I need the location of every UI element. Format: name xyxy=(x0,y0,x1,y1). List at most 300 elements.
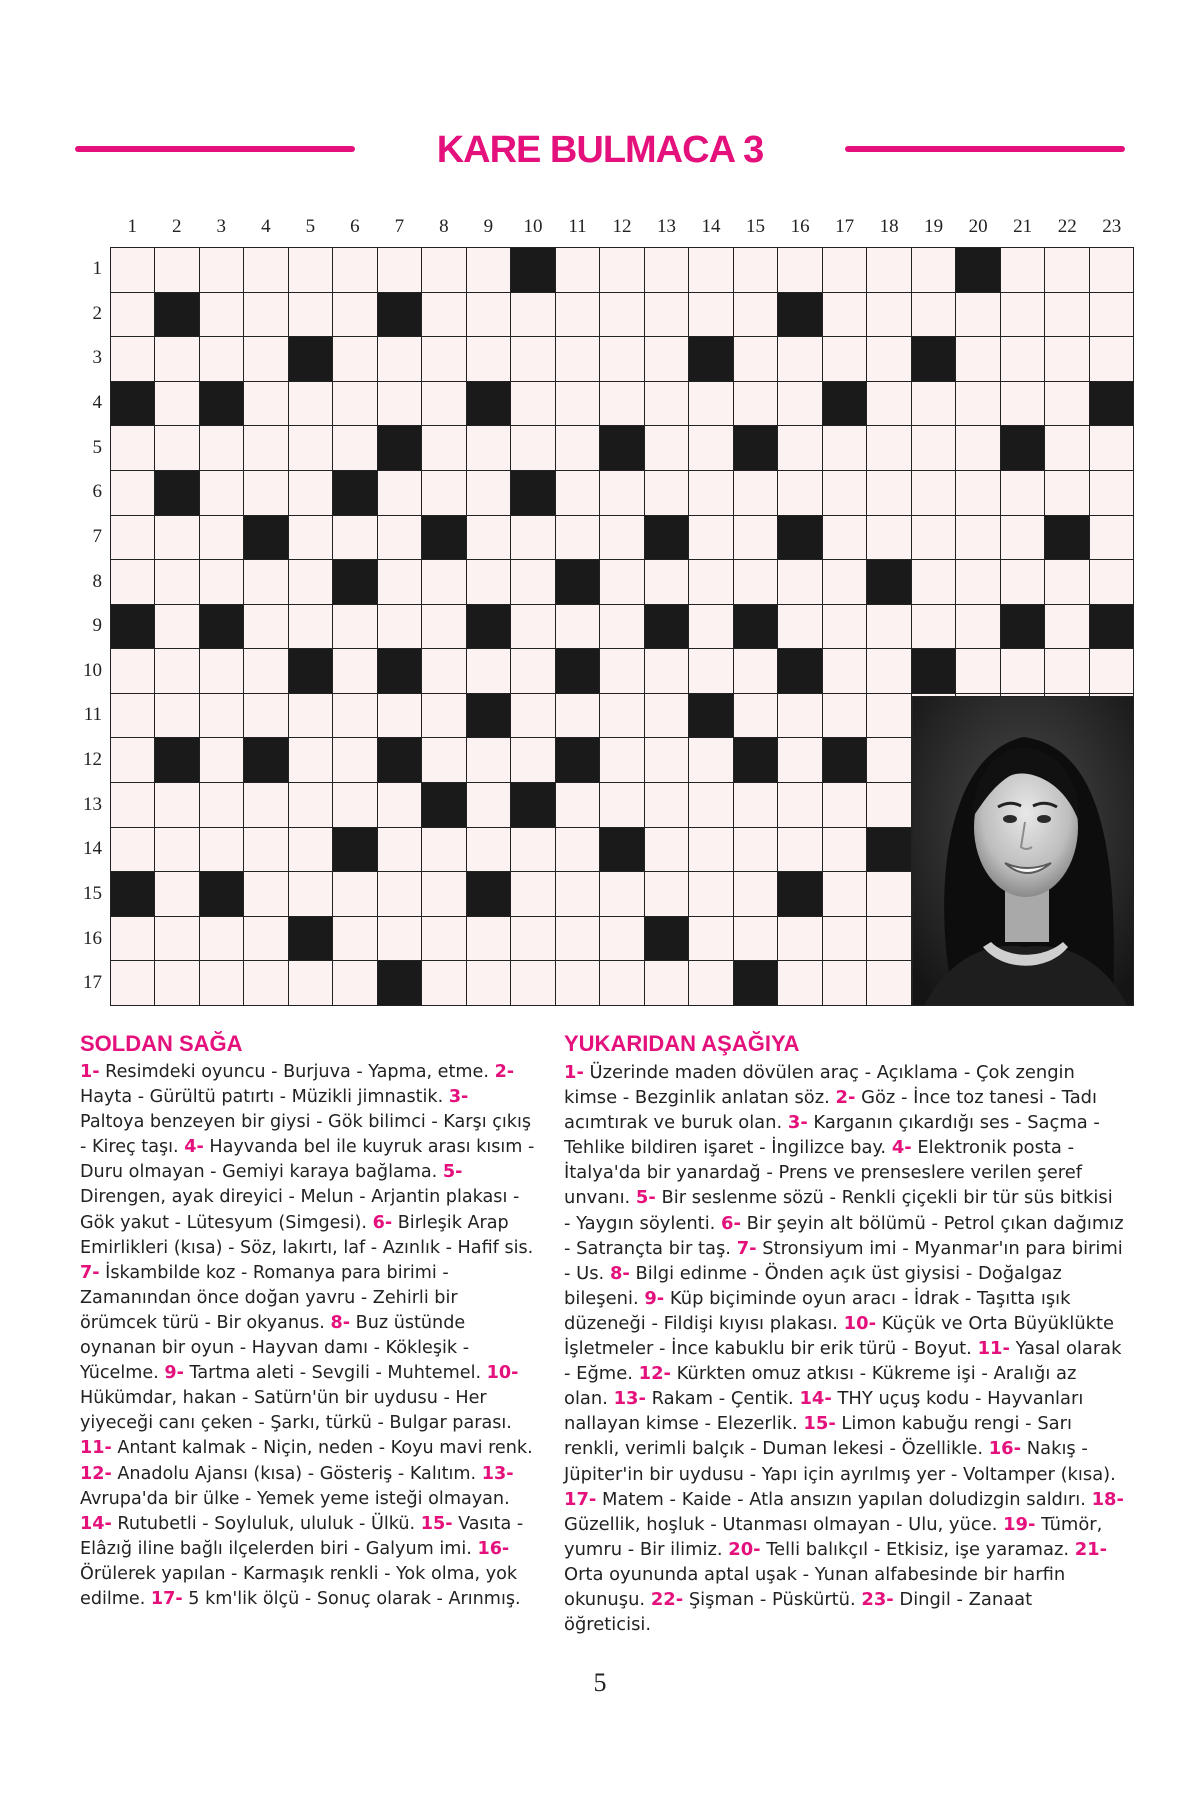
letter-cell[interactable] xyxy=(422,248,465,292)
letter-cell[interactable] xyxy=(823,248,866,292)
letter-cell[interactable] xyxy=(422,471,465,515)
letter-cell[interactable] xyxy=(244,560,287,604)
letter-cell[interactable] xyxy=(378,382,421,426)
letter-cell[interactable] xyxy=(600,649,643,693)
letter-cell[interactable] xyxy=(155,917,198,961)
letter-cell[interactable] xyxy=(734,382,777,426)
letter-cell[interactable] xyxy=(511,961,554,1005)
letter-cell[interactable] xyxy=(956,382,999,426)
letter-cell[interactable] xyxy=(511,560,554,604)
letter-cell[interactable] xyxy=(200,917,243,961)
letter-cell[interactable] xyxy=(155,872,198,916)
letter-cell[interactable] xyxy=(778,917,821,961)
letter-cell[interactable] xyxy=(1090,248,1133,292)
letter-cell[interactable] xyxy=(1045,382,1088,426)
black-cell xyxy=(289,337,332,381)
letter-cell[interactable] xyxy=(200,783,243,827)
letter-cell[interactable] xyxy=(689,293,732,337)
letter-cell[interactable] xyxy=(244,872,287,916)
letter-cell[interactable] xyxy=(778,471,821,515)
letter-cell[interactable] xyxy=(778,783,821,827)
letter-cell[interactable] xyxy=(645,828,688,872)
letter-cell[interactable] xyxy=(200,961,243,1005)
letter-cell[interactable] xyxy=(867,382,910,426)
letter-cell[interactable] xyxy=(422,917,465,961)
letter-cell[interactable] xyxy=(422,961,465,1005)
letter-cell[interactable] xyxy=(244,426,287,470)
letter-cell[interactable] xyxy=(1001,382,1044,426)
letter-cell[interactable] xyxy=(289,783,332,827)
letter-cell[interactable] xyxy=(556,694,599,738)
letter-cell[interactable] xyxy=(511,828,554,872)
letter-cell[interactable] xyxy=(600,738,643,782)
letter-cell[interactable] xyxy=(600,248,643,292)
letter-cell[interactable] xyxy=(155,426,198,470)
letter-cell[interactable] xyxy=(689,961,732,1005)
letter-cell[interactable] xyxy=(1090,426,1133,470)
letter-cell[interactable] xyxy=(600,560,643,604)
letter-cell[interactable] xyxy=(467,649,510,693)
letter-cell[interactable] xyxy=(645,649,688,693)
letter-cell[interactable] xyxy=(600,961,643,1005)
letter-cell[interactable] xyxy=(867,605,910,649)
letter-cell[interactable] xyxy=(333,293,376,337)
letter-cell[interactable] xyxy=(645,738,688,782)
letter-cell[interactable] xyxy=(823,516,866,560)
letter-cell[interactable] xyxy=(956,605,999,649)
letter-cell[interactable] xyxy=(600,917,643,961)
letter-cell[interactable] xyxy=(155,516,198,560)
letter-cell[interactable] xyxy=(155,560,198,604)
letter-cell[interactable] xyxy=(511,337,554,381)
letter-cell[interactable] xyxy=(1001,649,1044,693)
letter-cell[interactable] xyxy=(378,783,421,827)
letter-cell[interactable] xyxy=(867,248,910,292)
letter-cell[interactable] xyxy=(155,828,198,872)
letter-cell[interactable] xyxy=(689,828,732,872)
letter-cell[interactable] xyxy=(867,516,910,560)
letter-cell[interactable] xyxy=(556,917,599,961)
letter-cell[interactable] xyxy=(333,248,376,292)
letter-cell[interactable] xyxy=(467,426,510,470)
letter-cell[interactable] xyxy=(467,917,510,961)
letter-cell[interactable] xyxy=(778,382,821,426)
letter-cell[interactable] xyxy=(200,738,243,782)
letter-cell[interactable] xyxy=(867,961,910,1005)
letter-cell[interactable] xyxy=(378,337,421,381)
letter-cell[interactable] xyxy=(333,961,376,1005)
letter-cell[interactable] xyxy=(111,649,154,693)
black-cell xyxy=(333,560,376,604)
letter-cell[interactable] xyxy=(244,337,287,381)
letter-cell[interactable] xyxy=(778,694,821,738)
letter-cell[interactable] xyxy=(645,694,688,738)
letter-cell[interactable] xyxy=(689,382,732,426)
letter-cell[interactable] xyxy=(111,516,154,560)
letter-cell[interactable] xyxy=(600,605,643,649)
letter-cell[interactable] xyxy=(823,694,866,738)
letter-cell[interactable] xyxy=(422,426,465,470)
letter-cell[interactable] xyxy=(912,516,955,560)
letter-cell[interactable] xyxy=(244,961,287,1005)
letter-cell[interactable] xyxy=(333,783,376,827)
letter-cell[interactable] xyxy=(912,426,955,470)
letter-cell[interactable] xyxy=(200,649,243,693)
letter-cell[interactable] xyxy=(511,382,554,426)
letter-cell[interactable] xyxy=(378,248,421,292)
letter-cell[interactable] xyxy=(556,828,599,872)
letter-cell[interactable] xyxy=(645,426,688,470)
letter-cell[interactable] xyxy=(289,382,332,426)
letter-cell[interactable] xyxy=(200,828,243,872)
letter-cell[interactable] xyxy=(600,293,643,337)
letter-cell[interactable] xyxy=(333,872,376,916)
letter-cell[interactable] xyxy=(689,917,732,961)
letter-cell[interactable] xyxy=(956,649,999,693)
letter-cell[interactable] xyxy=(111,337,154,381)
letter-cell[interactable] xyxy=(689,471,732,515)
letter-cell[interactable] xyxy=(689,248,732,292)
letter-cell[interactable] xyxy=(511,293,554,337)
letter-cell[interactable] xyxy=(734,917,777,961)
letter-cell[interactable] xyxy=(333,917,376,961)
letter-cell[interactable] xyxy=(556,605,599,649)
letter-cell[interactable] xyxy=(556,293,599,337)
letter-cell[interactable] xyxy=(778,828,821,872)
letter-cell[interactable] xyxy=(956,471,999,515)
letter-cell[interactable] xyxy=(511,426,554,470)
letter-cell[interactable] xyxy=(1001,471,1044,515)
letter-cell[interactable] xyxy=(1090,337,1133,381)
letter-cell[interactable] xyxy=(111,471,154,515)
letter-cell[interactable] xyxy=(734,694,777,738)
letter-cell[interactable] xyxy=(1045,560,1088,604)
letter-cell[interactable] xyxy=(778,337,821,381)
letter-cell[interactable] xyxy=(155,382,198,426)
letter-cell[interactable] xyxy=(155,248,198,292)
letter-cell[interactable] xyxy=(378,917,421,961)
letter-cell[interactable] xyxy=(289,605,332,649)
letter-cell[interactable] xyxy=(333,649,376,693)
letter-cell[interactable] xyxy=(333,694,376,738)
letter-cell[interactable] xyxy=(244,694,287,738)
letter-cell[interactable] xyxy=(867,649,910,693)
letter-cell[interactable] xyxy=(111,828,154,872)
letter-cell[interactable] xyxy=(823,471,866,515)
letter-cell[interactable] xyxy=(1001,293,1044,337)
letter-cell[interactable] xyxy=(867,783,910,827)
letter-cell[interactable] xyxy=(556,516,599,560)
letter-cell[interactable] xyxy=(556,337,599,381)
letter-cell[interactable] xyxy=(155,605,198,649)
letter-cell[interactable] xyxy=(689,649,732,693)
letter-cell[interactable] xyxy=(289,828,332,872)
letter-cell[interactable] xyxy=(467,828,510,872)
letter-cell[interactable] xyxy=(823,605,866,649)
letter-cell[interactable] xyxy=(511,605,554,649)
letter-cell[interactable] xyxy=(289,426,332,470)
letter-cell[interactable] xyxy=(511,738,554,782)
letter-cell[interactable] xyxy=(467,337,510,381)
letter-cell[interactable] xyxy=(244,917,287,961)
letter-cell[interactable] xyxy=(422,694,465,738)
letter-cell[interactable] xyxy=(912,248,955,292)
letter-cell[interactable] xyxy=(422,337,465,381)
letter-cell[interactable] xyxy=(956,293,999,337)
letter-cell[interactable] xyxy=(511,516,554,560)
letter-cell[interactable] xyxy=(333,516,376,560)
letter-cell[interactable] xyxy=(734,783,777,827)
letter-cell[interactable] xyxy=(155,649,198,693)
letter-cell[interactable] xyxy=(333,738,376,782)
letter-cell[interactable] xyxy=(867,471,910,515)
letter-cell[interactable] xyxy=(378,605,421,649)
letter-cell[interactable] xyxy=(1001,337,1044,381)
letter-cell[interactable] xyxy=(823,337,866,381)
letter-cell[interactable] xyxy=(467,293,510,337)
letter-cell[interactable] xyxy=(778,248,821,292)
letter-cell[interactable] xyxy=(1001,248,1044,292)
letter-cell[interactable] xyxy=(867,917,910,961)
letter-cell[interactable] xyxy=(200,293,243,337)
letter-cell[interactable] xyxy=(200,426,243,470)
letter-cell[interactable] xyxy=(912,293,955,337)
letter-cell[interactable] xyxy=(378,560,421,604)
letter-cell[interactable] xyxy=(689,605,732,649)
letter-cell[interactable] xyxy=(556,471,599,515)
letter-cell[interactable] xyxy=(289,738,332,782)
row-number: 11 xyxy=(83,704,102,726)
letter-cell[interactable] xyxy=(645,337,688,381)
letter-cell[interactable] xyxy=(556,248,599,292)
letter-cell[interactable] xyxy=(556,382,599,426)
letter-cell[interactable] xyxy=(511,917,554,961)
letter-cell[interactable] xyxy=(378,872,421,916)
letter-cell[interactable] xyxy=(912,605,955,649)
letter-cell[interactable] xyxy=(645,961,688,1005)
letter-cell[interactable] xyxy=(200,337,243,381)
letter-cell[interactable] xyxy=(1090,649,1133,693)
letter-cell[interactable] xyxy=(689,783,732,827)
letter-cell[interactable] xyxy=(689,872,732,916)
letter-cell[interactable] xyxy=(111,694,154,738)
clue-number: 3- xyxy=(448,1087,469,1108)
letter-cell[interactable] xyxy=(823,426,866,470)
letter-cell[interactable] xyxy=(734,293,777,337)
letter-cell[interactable] xyxy=(956,426,999,470)
letter-cell[interactable] xyxy=(289,872,332,916)
letter-cell[interactable] xyxy=(244,382,287,426)
letter-cell[interactable] xyxy=(645,783,688,827)
letter-cell[interactable] xyxy=(289,293,332,337)
letter-cell[interactable] xyxy=(333,382,376,426)
letter-cell[interactable] xyxy=(244,248,287,292)
letter-cell[interactable] xyxy=(422,828,465,872)
letter-cell[interactable] xyxy=(244,649,287,693)
letter-cell[interactable] xyxy=(645,248,688,292)
letter-cell[interactable] xyxy=(111,961,154,1005)
letter-cell[interactable] xyxy=(600,783,643,827)
letter-cell[interactable] xyxy=(734,337,777,381)
letter-cell[interactable] xyxy=(111,248,154,292)
letter-cell[interactable] xyxy=(556,426,599,470)
letter-cell[interactable] xyxy=(422,605,465,649)
letter-cell[interactable] xyxy=(111,783,154,827)
letter-cell[interactable] xyxy=(244,471,287,515)
letter-cell[interactable] xyxy=(422,738,465,782)
letter-cell[interactable] xyxy=(467,516,510,560)
letter-cell[interactable] xyxy=(689,426,732,470)
letter-cell[interactable] xyxy=(956,560,999,604)
letter-cell[interactable] xyxy=(155,694,198,738)
letter-cell[interactable] xyxy=(111,560,154,604)
letter-cell[interactable] xyxy=(600,337,643,381)
letter-cell[interactable] xyxy=(778,426,821,470)
letter-cell[interactable] xyxy=(467,783,510,827)
letter-cell[interactable] xyxy=(912,471,955,515)
letter-cell[interactable] xyxy=(422,872,465,916)
letter-cell[interactable] xyxy=(422,649,465,693)
letter-cell[interactable] xyxy=(689,560,732,604)
letter-cell[interactable] xyxy=(289,516,332,560)
letter-cell[interactable] xyxy=(1045,471,1088,515)
letter-cell[interactable] xyxy=(155,961,198,1005)
letter-cell[interactable] xyxy=(645,382,688,426)
letter-cell[interactable] xyxy=(956,337,999,381)
letter-cell[interactable] xyxy=(823,917,866,961)
letter-cell[interactable] xyxy=(1045,248,1088,292)
letter-cell[interactable] xyxy=(422,293,465,337)
letter-cell[interactable] xyxy=(333,605,376,649)
letter-cell[interactable] xyxy=(645,872,688,916)
letter-cell[interactable] xyxy=(467,738,510,782)
letter-cell[interactable] xyxy=(511,694,554,738)
letter-cell[interactable] xyxy=(289,560,332,604)
letter-cell[interactable] xyxy=(1001,560,1044,604)
letter-cell[interactable] xyxy=(289,248,332,292)
letter-cell[interactable] xyxy=(155,337,198,381)
letter-cell[interactable] xyxy=(556,872,599,916)
letter-cell[interactable] xyxy=(111,293,154,337)
letter-cell[interactable] xyxy=(200,560,243,604)
letter-cell[interactable] xyxy=(289,961,332,1005)
letter-cell[interactable] xyxy=(333,337,376,381)
letter-cell[interactable] xyxy=(823,649,866,693)
letter-cell[interactable] xyxy=(289,694,332,738)
letter-cell[interactable] xyxy=(600,471,643,515)
letter-cell[interactable] xyxy=(1001,516,1044,560)
letter-cell[interactable] xyxy=(867,426,910,470)
letter-cell[interactable] xyxy=(734,872,777,916)
letter-cell[interactable] xyxy=(912,382,955,426)
letter-cell[interactable] xyxy=(867,337,910,381)
letter-cell[interactable] xyxy=(111,917,154,961)
letter-cell[interactable] xyxy=(956,516,999,560)
letter-cell[interactable] xyxy=(1090,471,1133,515)
letter-cell[interactable] xyxy=(244,783,287,827)
letter-cell[interactable] xyxy=(823,293,866,337)
letter-cell[interactable] xyxy=(600,382,643,426)
letter-cell[interactable] xyxy=(645,560,688,604)
letter-cell[interactable] xyxy=(823,872,866,916)
letter-cell[interactable] xyxy=(467,560,510,604)
letter-cell[interactable] xyxy=(689,516,732,560)
letter-cell[interactable] xyxy=(600,694,643,738)
letter-cell[interactable] xyxy=(378,471,421,515)
letter-cell[interactable] xyxy=(467,471,510,515)
letter-cell[interactable] xyxy=(823,828,866,872)
letter-cell[interactable] xyxy=(734,248,777,292)
letter-cell[interactable] xyxy=(867,872,910,916)
letter-cell[interactable] xyxy=(823,560,866,604)
letter-cell[interactable] xyxy=(511,872,554,916)
letter-cell[interactable] xyxy=(200,248,243,292)
letter-cell[interactable] xyxy=(1045,293,1088,337)
letter-cell[interactable] xyxy=(778,560,821,604)
letter-cell[interactable] xyxy=(823,961,866,1005)
letter-cell[interactable] xyxy=(734,516,777,560)
letter-cell[interactable] xyxy=(734,560,777,604)
letter-cell[interactable] xyxy=(244,605,287,649)
letter-cell[interactable] xyxy=(111,738,154,782)
letter-cell[interactable] xyxy=(422,560,465,604)
letter-cell[interactable] xyxy=(1045,426,1088,470)
letter-cell[interactable] xyxy=(378,694,421,738)
letter-cell[interactable] xyxy=(200,471,243,515)
letter-cell[interactable] xyxy=(422,382,465,426)
letter-cell[interactable] xyxy=(867,694,910,738)
letter-cell[interactable] xyxy=(823,783,866,827)
letter-cell[interactable] xyxy=(200,516,243,560)
letter-cell[interactable] xyxy=(778,961,821,1005)
letter-cell[interactable] xyxy=(912,560,955,604)
letter-cell[interactable] xyxy=(289,471,332,515)
letter-cell[interactable] xyxy=(467,248,510,292)
letter-cell[interactable] xyxy=(1090,516,1133,560)
letter-cell[interactable] xyxy=(556,961,599,1005)
letter-cell[interactable] xyxy=(244,293,287,337)
letter-cell[interactable] xyxy=(467,961,510,1005)
letter-cell[interactable] xyxy=(734,828,777,872)
letter-cell[interactable] xyxy=(645,293,688,337)
letter-cell[interactable] xyxy=(689,738,732,782)
letter-cell[interactable] xyxy=(1045,337,1088,381)
letter-cell[interactable] xyxy=(511,649,554,693)
letter-cell[interactable] xyxy=(867,293,910,337)
letter-cell[interactable] xyxy=(378,516,421,560)
letter-cell[interactable] xyxy=(600,872,643,916)
letter-cell[interactable] xyxy=(155,783,198,827)
letter-cell[interactable] xyxy=(1090,560,1133,604)
letter-cell[interactable] xyxy=(378,828,421,872)
letter-cell[interactable] xyxy=(1045,605,1088,649)
letter-cell[interactable] xyxy=(600,516,643,560)
letter-cell[interactable] xyxy=(778,605,821,649)
letter-cell[interactable] xyxy=(200,694,243,738)
letter-cell[interactable] xyxy=(1090,293,1133,337)
letter-cell[interactable] xyxy=(734,649,777,693)
letter-cell[interactable] xyxy=(734,471,777,515)
letter-cell[interactable] xyxy=(645,471,688,515)
letter-cell[interactable] xyxy=(244,828,287,872)
letter-cell[interactable] xyxy=(333,426,376,470)
letter-cell[interactable] xyxy=(111,426,154,470)
letter-cell[interactable] xyxy=(778,738,821,782)
letter-cell[interactable] xyxy=(556,783,599,827)
letter-cell[interactable] xyxy=(867,738,910,782)
letter-cell[interactable] xyxy=(1045,649,1088,693)
black-cell xyxy=(600,828,643,872)
